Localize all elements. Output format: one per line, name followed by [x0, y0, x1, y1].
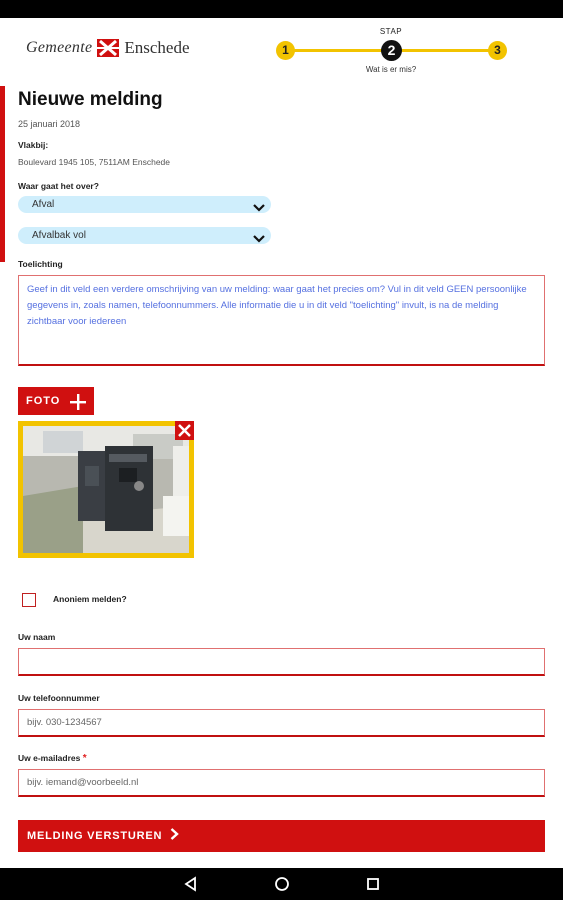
email-label: Uw e-mailadres	[18, 753, 81, 763]
name-input[interactable]	[18, 648, 545, 676]
subcategory-select[interactable]	[18, 227, 271, 244]
phone-label: Uw telefoonnummer	[18, 693, 100, 703]
chevron-down-icon	[253, 201, 265, 209]
gemeente-cross-logo-icon	[97, 39, 119, 57]
add-photo-button[interactable]	[18, 387, 94, 415]
email-input[interactable]	[18, 769, 545, 797]
stepper-sub-label: Wat is er mis?	[365, 65, 417, 74]
status-bar	[0, 0, 563, 18]
step-3: 3	[488, 41, 507, 60]
page-title: Nieuwe melding	[18, 89, 163, 110]
near-address: Boulevard 1945 105, 7511AM Enschede	[18, 157, 171, 167]
add-photo-label: FOTO	[26, 395, 61, 407]
phone-placeholder: bijv. 030-1234567	[27, 717, 102, 728]
email-label-row	[18, 753, 87, 764]
anonymous-checkbox[interactable]	[22, 593, 36, 607]
name-label: Uw naam	[18, 632, 56, 642]
logo-word-gemeente: Gemeente	[26, 39, 93, 56]
report-form	[0, 84, 563, 868]
recents-icon[interactable]	[365, 876, 381, 892]
anonymous-label: Anoniem melden?	[53, 594, 127, 604]
system-navigation-bar	[0, 868, 563, 900]
subcategory-select-value: Afvalbak vol	[32, 230, 86, 241]
back-icon[interactable]	[183, 876, 199, 892]
near-label: Vlakbij:	[18, 140, 49, 150]
close-icon	[175, 421, 194, 440]
chevron-down-icon	[253, 232, 265, 240]
explanation-label: Toelichting	[18, 259, 63, 269]
home-icon[interactable]	[274, 876, 290, 892]
plus-icon	[70, 393, 86, 409]
photo-thumbnail[interactable]	[18, 421, 194, 558]
submit-report-button[interactable]	[18, 820, 545, 852]
logo-word-enschede: Enschede	[124, 38, 190, 57]
app-header	[0, 18, 563, 84]
step-2-active: 2	[381, 40, 402, 61]
remove-photo-button[interactable]	[175, 421, 194, 440]
phone-input[interactable]	[18, 709, 545, 737]
gemeente-logo	[26, 38, 190, 58]
stepper-top-label: STAP	[379, 27, 403, 36]
explanation-textarea[interactable]	[18, 275, 545, 366]
category-select[interactable]	[18, 196, 271, 213]
progress-stepper	[276, 26, 508, 78]
explanation-placeholder: Geef in dit veld een verdere omschrijving van uw melding: waar gaat het precies om? Vul in dit veld GEEN persoonlijke gegevens in, zoals namen, telefoonnummers. Alle informatie die u in dit veld "toelichting" invult, is na de melding zichtbaar voor iedereen	[27, 284, 527, 327]
step-1: 1	[276, 41, 295, 60]
required-marker: *	[82, 753, 87, 764]
chevron-right-icon	[170, 828, 179, 840]
report-date: 25 januari 2018	[18, 119, 81, 129]
email-placeholder: bijv. iemand@voorbeeld.nl	[27, 777, 139, 788]
category-select-value: Afval	[32, 199, 55, 210]
photo-image-trash-bin	[23, 426, 189, 553]
about-label: Waar gaat het over?	[18, 181, 99, 191]
submit-label: MELDING VERSTUREN	[27, 830, 163, 842]
